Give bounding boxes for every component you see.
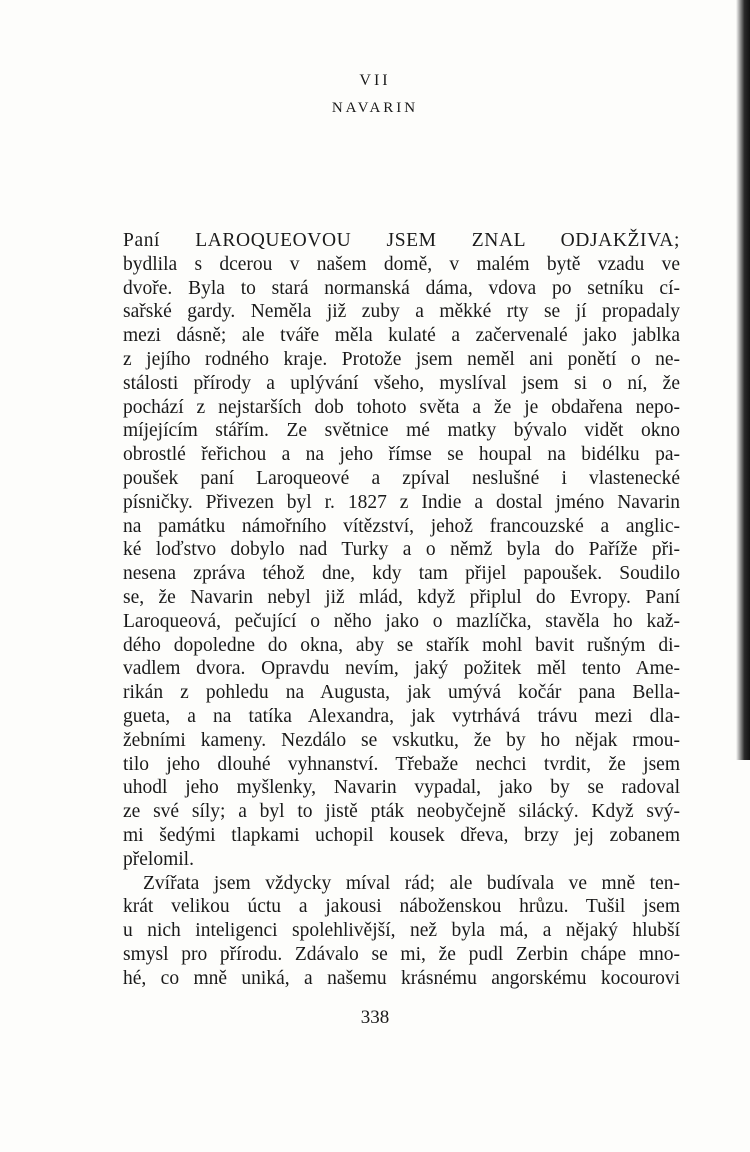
text-line: krát velikou úctu a jakousi náboženskou hrůzu. Tušil jsem (123, 896, 680, 918)
text-line: dvoře. Byla to stará normanská dáma, vdova po setníku cí- (123, 277, 680, 299)
text-line: gueta, a na tatíka Alexandra, jak vytrhává trávu mezi dla- (123, 705, 680, 727)
text-line: mezi dásně; ale tváře měla kulaté a začervenalé jako jablka (123, 325, 680, 347)
text-line: bydlila s dcerou v našem domě, v malém bytě vzadu ve (123, 253, 680, 275)
paragraph (123, 229, 680, 872)
text-line: hé, co mně uniká, a našemu krásnému angorskému kocourovi (123, 967, 680, 989)
text-line: žebními kameny. Nezdálo se vskutku, že by ho nějak rmou- (123, 729, 680, 751)
chapter-title: NAVARIN (331, 100, 419, 116)
body-text (123, 229, 680, 991)
text-line: u nich inteligenci spolehlivější, než byla má, a nějaký hlubší (123, 920, 680, 942)
text-line: Laroqueová, pečující o něho jako o mazlíčka, stavěla ho kaž- (123, 610, 680, 632)
text-line: mi šedými tlapkami uchopil kousek dřeva, brzy jej zobanem (123, 824, 680, 846)
text-line: uhodl jeho myšlenky, Navarin vypadal, jako by se radoval (123, 777, 680, 799)
page-number: 338 (360, 1007, 390, 1028)
text-line: přelomil. (123, 848, 194, 870)
text-line: poušek paní Laroqueové a zpíval neslušné i vlastenecké (123, 467, 680, 489)
text-line: míjejícím stářím. Ze světnice mé matky bývalo vidět okno (123, 420, 680, 442)
text-line: pochází z nejstarších dob tohoto světa a že je obdařena nepo- (123, 396, 680, 418)
text-line: písničky. Přivezen byl r. 1827 z Indie a dostal jméno Navarin (123, 491, 680, 513)
text-line: sařské gardy. Neměla již zuby a měkké rty se jí propadaly (123, 301, 680, 323)
text-line: nesena zpráva téhož dne, kdy tam přijel papoušek. Soudilo (123, 563, 680, 585)
text-line: smysl pro přírodu. Zdávalo se mi, že pudl Zerbin chápe mno- (123, 943, 680, 965)
text-line: ké loďstvo dobylo nad Turky a o němž byla do Paříže při- (123, 539, 680, 561)
text-line: stálosti přírody a uplývání všeho, myslíval jsem si o ní, že (123, 372, 680, 394)
text-line: se, že Navarin nebyl již mlád, když připlul do Evropy. Paní (123, 586, 680, 608)
chapter-number: VII (359, 72, 391, 89)
text-line: tilo jeho dlouhé vyhnanství. Třebaže nechci tvrdit, že jsem (123, 753, 680, 775)
text-line: Paní LAROQUEOVOU JSEM ZNAL ODJAKŽIVA; (123, 230, 680, 251)
text-line: obrostlé řeřichou a na jeho římse se houpal na bidélku pa- (123, 444, 680, 466)
text-line: dého dopoledne do okna, aby se stařík mohl bavit rušným di- (123, 634, 680, 656)
text-line: Zvířata jsem vždycky míval rád; ale budívala ve mně ten- (143, 872, 680, 894)
paragraph (123, 872, 680, 991)
text-line: vadlem dvora. Opravdu nevím, jaký požitek měl tento Ame- (123, 658, 680, 680)
text-line: na památku námořního vítězství, jehož francouzské a anglic- (123, 515, 680, 537)
text-line: rikán z pohledu na Augusta, jak umývá kočár pana Bella- (123, 682, 680, 704)
text-line: z jejího rodného kraje. Protože jsem neměl ani ponětí o ne- (123, 348, 680, 370)
text-line: ze své síly; a byl to jistě pták neobyčejně silácký. Když svý- (123, 801, 680, 823)
